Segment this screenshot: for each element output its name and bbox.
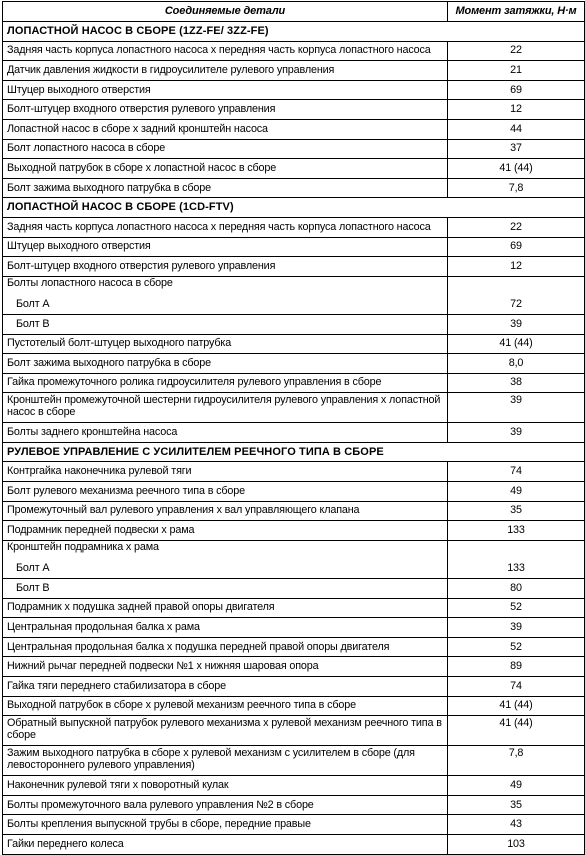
sub-row	[3, 295, 585, 314]
torque-value-cell: 133	[448, 521, 585, 541]
torque-value-cell: 74	[448, 677, 585, 697]
torque-value-cell: 49	[448, 776, 585, 796]
sub-row	[3, 579, 585, 599]
sub-value-cell: 133	[448, 559, 585, 578]
part-name-cell: Штуцер выходного отверстия	[3, 237, 448, 257]
torque-value-cell: 39	[448, 393, 585, 423]
torque-value-cell: 41 (44)	[448, 334, 585, 354]
part-name-cell: Задняя часть корпуса лопастного насоса х передняя часть корпуса лопастного насоса	[3, 41, 448, 61]
part-name-cell: Выходной патрубок в сборе х рулевой механизм реечного типа в сборе	[3, 696, 448, 716]
sub-value-cell: 80	[448, 579, 585, 599]
part-name-cell: Центральная продольная балка х рама	[3, 618, 448, 638]
table-row	[3, 100, 585, 120]
torque-value-cell: 37	[448, 139, 585, 159]
part-name-cell: Нижний рычаг передней подвески №1 х нижняя шаровая опора	[3, 657, 448, 677]
torque-value-cell: 12	[448, 257, 585, 277]
torque-value-cell: 52	[448, 637, 585, 657]
torque-value-cell: 41 (44)	[448, 716, 585, 746]
part-name-cell: Гайка промежуточного ролика гидроусилителя рулевого управления в сборе	[3, 373, 448, 393]
part-name-cell: Болт-штуцер входного отверстия рулевого управления	[3, 257, 448, 277]
torque-value-cell: 21	[448, 61, 585, 81]
part-name-cell: Зажим выходного патрубка в сборе х рулевой механизм с усилителем в сборе (для левостороннего рулевого управления)	[3, 746, 448, 776]
torque-value-cell: 41 (44)	[448, 159, 585, 179]
torque-value-cell: 69	[448, 237, 585, 257]
part-name-cell: Болт зажима выходного патрубка в сборе	[3, 354, 448, 374]
header-parts: Соединяемые детали	[3, 2, 448, 22]
torque-value-cell: 12	[448, 100, 585, 120]
table-row	[3, 139, 585, 159]
table-row	[3, 217, 585, 237]
torque-value-cell: 39	[448, 618, 585, 638]
torque-value-cell: 39	[448, 423, 585, 443]
torque-value-cell: 41 (44)	[448, 696, 585, 716]
table-row	[3, 178, 585, 198]
table-row	[3, 795, 585, 815]
part-name-cell: Болты промежуточного вала рулевого управления №2 в сборе	[3, 795, 448, 815]
sub-name-cell: Болт В	[3, 579, 448, 599]
part-name-cell: Болт-штуцер входного отверстия рулевого управления	[3, 100, 448, 120]
part-name-cell: Подрамник х подушка задней правой опоры двигателя	[3, 598, 448, 618]
torque-value-cell: 22	[448, 41, 585, 61]
part-name-cell: Задняя часть корпуса лопастного насоса х передняя часть корпуса лопастного насоса	[3, 217, 448, 237]
sub-row	[3, 559, 585, 578]
table-row	[3, 657, 585, 677]
sub-name-cell: Болт В	[3, 314, 448, 334]
part-name-cell: Болт зажима выходного патрубка в сборе	[3, 178, 448, 198]
part-name-cell: Болт рулевого механизма реечного типа в сборе	[3, 482, 448, 502]
table-row	[3, 80, 585, 100]
torque-value-cell: 8,0	[448, 354, 585, 374]
table-row	[3, 696, 585, 716]
table-row	[3, 598, 585, 618]
table-row	[3, 521, 585, 541]
section-header-row	[3, 22, 585, 42]
table-row	[3, 257, 585, 277]
header-torque: Момент затяжки, Н·м	[448, 2, 585, 22]
table-row	[3, 716, 585, 746]
section-title: ЛОПАСТНОЙ НАСОС В СБОРЕ (1ZZ-FE/ 3ZZ-FE)	[3, 22, 585, 42]
group-value-cell	[448, 540, 585, 559]
torque-value-cell: 7,8	[448, 178, 585, 198]
part-name-cell: Подрамник передней подвески х рама	[3, 521, 448, 541]
part-name-cell: Штуцер выходного отверстия	[3, 80, 448, 100]
torque-value-cell: 43	[448, 815, 585, 835]
torque-value-cell: 49	[448, 482, 585, 502]
table-row	[3, 334, 585, 354]
table-row	[3, 501, 585, 521]
sub-name-cell: Болт А	[3, 295, 448, 314]
torque-value-cell: 89	[448, 657, 585, 677]
part-name-cell: Болты заднего кронштейна насоса	[3, 423, 448, 443]
sub-value-cell: 72	[448, 295, 585, 314]
table-row	[3, 373, 585, 393]
sub-row	[3, 314, 585, 334]
table-row	[3, 354, 585, 374]
table-body	[3, 22, 585, 855]
torque-value-cell: 35	[448, 795, 585, 815]
part-name-cell: Болты крепления выпускной трубы в сборе, передние правые	[3, 815, 448, 835]
part-name-cell: Датчик давления жидкости в гидроусилителе рулевого управления	[3, 61, 448, 81]
table-row	[3, 423, 585, 443]
section-header-row	[3, 198, 585, 218]
group-name-cell: Кронштейн подрамника х рама	[3, 540, 448, 559]
part-name-cell: Кронштейн промежуточной шестерни гидроусилителя рулевого управления х лопастной насос в сборе	[3, 393, 448, 423]
part-name-cell: Болт лопастного насоса в сборе	[3, 139, 448, 159]
table-row	[3, 41, 585, 61]
torque-value-cell: 35	[448, 501, 585, 521]
torque-value-cell: 22	[448, 217, 585, 237]
part-name-cell: Промежуточный вал рулевого управления х вал управляющего клапана	[3, 501, 448, 521]
part-name-cell: Гайка тяги переднего стабилизатора в сборе	[3, 677, 448, 697]
torque-value-cell: 74	[448, 462, 585, 482]
sub-name-cell: Болт А	[3, 559, 448, 578]
sub-value-cell: 39	[448, 314, 585, 334]
group-row	[3, 540, 585, 559]
table-row	[3, 746, 585, 776]
part-name-cell: Лопастной насос в сборе х задний кронштейн насоса	[3, 119, 448, 139]
table-row	[3, 677, 585, 697]
group-value-cell	[448, 276, 585, 295]
table-row	[3, 776, 585, 796]
table-row	[3, 815, 585, 835]
torque-value-cell: 52	[448, 598, 585, 618]
table-row	[3, 119, 585, 139]
table-row	[3, 61, 585, 81]
part-name-cell: Пустотелый болт-штуцер выходного патрубка	[3, 334, 448, 354]
part-name-cell: Обратный выпускной патрубок рулевого механизма х рулевой механизм реечного типа в сборе	[3, 716, 448, 746]
part-name-cell: Контргайка наконечника рулевой тяги	[3, 462, 448, 482]
part-name-cell: Наконечник рулевой тяги х поворотный кулак	[3, 776, 448, 796]
section-title: ЛОПАСТНОЙ НАСОС В СБОРЕ (1CD-FTV)	[3, 198, 585, 218]
group-name-cell: Болты лопастного насоса в сборе	[3, 276, 448, 295]
table-row	[3, 237, 585, 257]
table-row	[3, 834, 585, 854]
torque-value-cell: 103	[448, 834, 585, 854]
part-name-cell: Гайки переднего колеса	[3, 834, 448, 854]
part-name-cell: Выходной патрубок в сборе х лопастной насос в сборе	[3, 159, 448, 179]
table-row	[3, 482, 585, 502]
part-name-cell: Центральная продольная балка х подушка передней правой опоры двигателя	[3, 637, 448, 657]
table-row	[3, 462, 585, 482]
torque-value-cell: 38	[448, 373, 585, 393]
torque-table	[2, 1, 585, 855]
torque-value-cell: 7,8	[448, 746, 585, 776]
group-row	[3, 276, 585, 295]
torque-value-cell: 69	[448, 80, 585, 100]
section-header-row	[3, 442, 585, 462]
section-title: РУЛЕВОЕ УПРАВЛЕНИЕ С УСИЛИТЕЛЕМ РЕЕЧНОГО ТИПА В СБОРЕ	[3, 442, 585, 462]
table-row	[3, 159, 585, 179]
table-row	[3, 393, 585, 423]
table-row	[3, 618, 585, 638]
table-row	[3, 637, 585, 657]
header-row	[3, 2, 585, 22]
torque-value-cell: 44	[448, 119, 585, 139]
